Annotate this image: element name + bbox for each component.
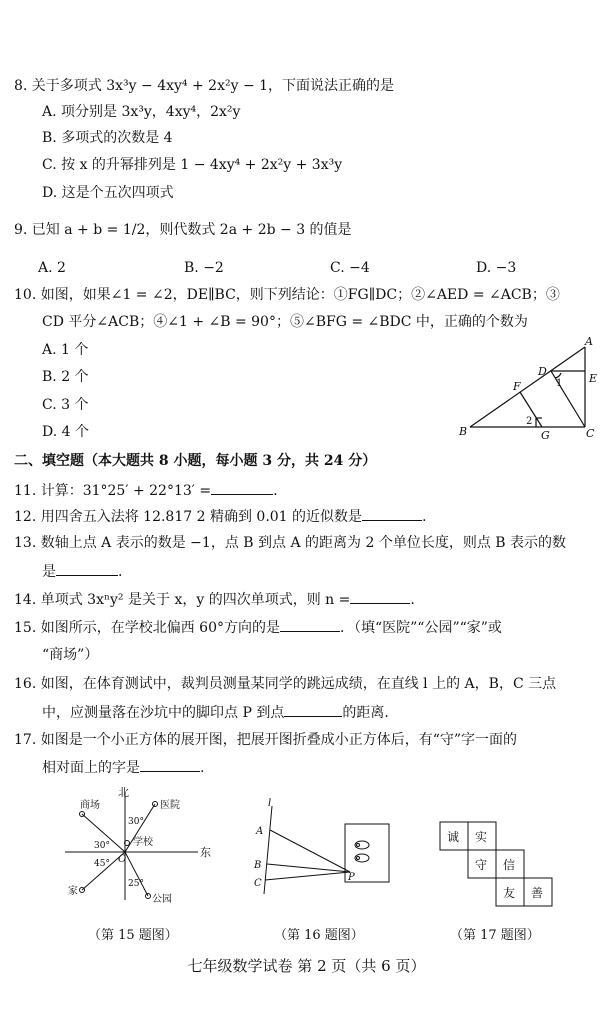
q10-option-a: A. 1 个 [42, 342, 89, 358]
q9-options [38, 258, 558, 278]
q17-line2 [42, 757, 204, 778]
q10-figure [455, 335, 605, 445]
fig16-point-b: B [254, 860, 262, 871]
fig15-origin: O [118, 854, 127, 865]
q12-period: . [422, 509, 427, 525]
q15-text: 15. 如图所示，在学校北偏西 60°方向的是 [14, 620, 280, 636]
q10-label-b: B [459, 425, 468, 438]
q9-option-d: D. −3 [476, 260, 517, 276]
fig15-hospital: 医院 [160, 800, 180, 811]
caption-fig15: （第 15 题图） [88, 928, 178, 943]
q11-period: . [273, 483, 278, 499]
q16-text-b: 的距离. [342, 705, 389, 721]
q10-line1: 10. 如图，如果∠1 = ∠2，DE∥BC，则下列结论：①FG∥DC；②∠AED = ∠ACB；③ [14, 287, 560, 303]
q17-blank [140, 757, 200, 772]
fig15-park: 公园 [152, 894, 172, 905]
q10-option-d: D. 4 个 [42, 424, 89, 440]
q13-line2 [42, 561, 122, 582]
fig17-cell-3: 守 [475, 858, 488, 872]
caption-fig17: （第 17 题图） [450, 928, 540, 943]
q11-text: 11. 计算：31°25′ + 22°13′ = [14, 483, 212, 499]
fig15-school: 学校 [133, 837, 153, 848]
q8-option-b: B. 多项式的次数是 4 [42, 130, 173, 146]
q9-option-c: C. −4 [330, 260, 370, 276]
fig15-angle-45: 45° [94, 859, 110, 869]
q12-text: 12. 用四舍五入法将 12.817 2 精确到 0.01 的近似数是 [14, 509, 363, 525]
section2-heading: 二、填空题（本大题共 8 小题，每小题 3 分，共 24 分） [14, 453, 377, 469]
fig17-cell-2: 实 [475, 830, 488, 844]
q14-blank [350, 589, 410, 604]
q16-line2 [42, 702, 389, 723]
fig15-north: 北 [118, 786, 129, 799]
q9-stem: 9. 已知 a + b = 1/2，则代数式 2a + 2b − 3 的值是 [14, 222, 352, 238]
q10-option-c: C. 3 个 [42, 397, 89, 413]
q17-text: 相对面上的字是 [42, 760, 140, 776]
q10-label-f: F [513, 380, 521, 393]
q12 [14, 506, 426, 527]
q13-text: 是 [42, 564, 56, 580]
q15-line1 [14, 617, 502, 638]
q13-blank [56, 561, 118, 576]
q8-option-c: C. 按 x 的升幂排列是 1 − 4xy⁴ + 2x²y + 3x³y [42, 157, 343, 173]
fig17-cell-6: 善 [531, 886, 544, 900]
q12-blank [362, 506, 422, 521]
q13-period: . [118, 564, 123, 580]
q11 [14, 480, 278, 501]
q10-label-g: G [541, 429, 550, 442]
fig16-point-p: P [348, 872, 355, 883]
q16-blank [284, 702, 342, 717]
q8-option-a: A. 项分别是 3x³y，4xy⁴，2x²y [42, 104, 241, 120]
q14-text: 14. 单项式 3xⁿy² 是关于 x，y 的四次单项式，则 n = [14, 592, 351, 608]
fig16-line-l: l [268, 798, 272, 809]
fig16-point-a: A [256, 826, 264, 837]
q10-label-e: E [589, 372, 598, 385]
fig15-home: 家 [68, 886, 78, 897]
q17-period: . [200, 760, 205, 776]
fig16-longjump [250, 800, 400, 900]
q14 [14, 589, 415, 610]
q10-option-b: B. 2 个 [42, 369, 89, 385]
fig16-point-c: C [254, 878, 262, 889]
fig15-angle-30a: 30° [128, 817, 144, 827]
q10-label-c: C [586, 427, 595, 440]
fig15-angle-30b: 30° [94, 841, 110, 851]
q10-angle-1: 1 [556, 378, 563, 389]
q11-blank [211, 480, 273, 495]
fig15-angle-25: 25° [128, 879, 144, 889]
q10-label-a: A [585, 335, 593, 348]
q8-option-d: D. 这是个五次四项式 [42, 185, 174, 201]
fig15-east: 东 [200, 846, 211, 859]
q8-stem: 8. 关于多项式 3x³y − 4xy⁴ + 2x²y − 1，下面说法正确的是 [14, 78, 395, 94]
q16-text: 中，应测量落在沙坑中的脚印点 P 到点 [42, 705, 285, 721]
fig17-cell-4: 信 [503, 858, 516, 872]
q15-line2: “商场”） [42, 647, 99, 663]
fig17-cell-5: 友 [503, 886, 516, 900]
q10-line2: CD 平分∠ACB；④∠1 + ∠B = 90°；⑤∠BFG = ∠BDC 中，正确的个数为 [42, 314, 528, 330]
q14-period: . [410, 592, 415, 608]
fig17-cube-net [436, 820, 556, 910]
fig17-cell-1: 诚 [447, 830, 460, 844]
q13-line1: 13. 数轴上点 A 表示的数是 −1，点 B 到点 A 的距离为 2 个单位长度，则点 B 表示的数 [14, 535, 567, 551]
fig15-compass [60, 788, 220, 908]
page-footer: 七年级数学试卷 第 2 页（共 6 页） [187, 957, 426, 975]
q15-text-b: ．（填“医院”“公园”“家”或 [339, 620, 502, 636]
q9-option-a: A. 2 [38, 260, 66, 276]
q10-label-d: D [538, 365, 547, 378]
q16-line1: 16. 如图，在体育测试中，裁判员测量某同学的跳远成绩，在直线 l 上的 A，B，C 三点 [14, 676, 557, 692]
q10-angle-2: 2 [526, 416, 533, 427]
fig15-mall: 商场 [80, 800, 100, 811]
q15-blank [280, 617, 340, 632]
q9-option-b: B. −2 [184, 260, 224, 276]
q17-line1: 17. 如图是一个小正方体的展开图，把展开图折叠成小正方体后，有“守”字一面的 [14, 732, 518, 748]
caption-fig16: （第 16 题图） [274, 928, 364, 943]
